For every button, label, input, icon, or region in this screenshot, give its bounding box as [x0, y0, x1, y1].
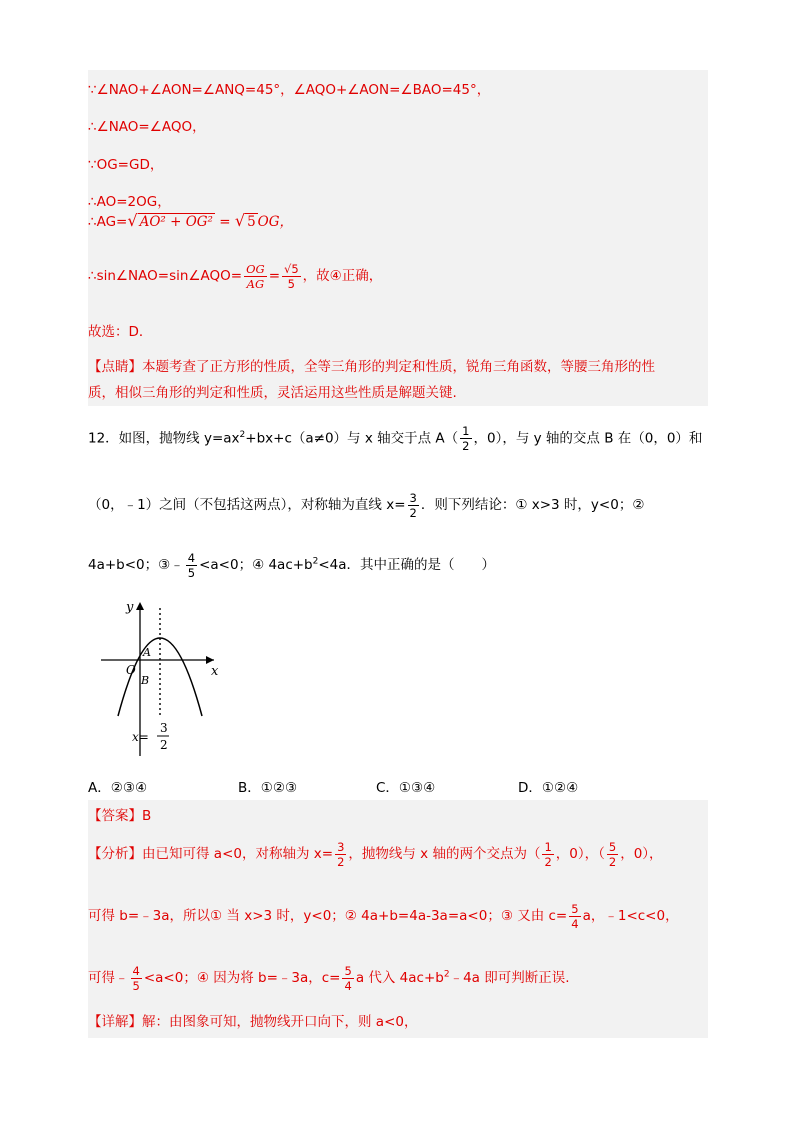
equals-sign: =: [219, 214, 231, 230]
equals-sign-2: =: [268, 268, 281, 284]
ana1-b: ，抛物线与 x 轴的两个交点为（: [348, 846, 541, 862]
x-axis-arrow-icon: [206, 656, 214, 664]
sup-2b: 2: [312, 556, 319, 567]
fraction-root5-5: $\frac{√5}{5}$: [284, 261, 299, 291]
solution-line-6: [88, 258, 382, 294]
symmetry-num: 3: [160, 721, 168, 735]
ana3-d: ﹣4a 即可判断正误.: [449, 970, 570, 986]
q2-part-a: （0，﹣1）之间（不包括这两点），对称轴为直线 x=: [88, 497, 406, 513]
choice-b[interactable]: B．①②③: [238, 780, 298, 796]
solution-line-3: ∵OG=GD，: [88, 157, 164, 173]
solution-line-1: ∵∠NAO+∠AON=∠ANQ=45°，∠AQO+∠AON=∠BAO=45°，: [88, 82, 491, 98]
ana3-frac-5-4: $\frac{5}{4}$: [344, 963, 352, 993]
q3-part-c: <4a．其中正确的是（ ）: [318, 557, 496, 573]
ana2-b: a，﹣1<c<0，: [582, 908, 679, 924]
ana1-frac-1-2: $\frac{1}{2}$: [544, 839, 552, 869]
ana3-a: 可得﹣: [88, 970, 129, 986]
analysis-line-3: [88, 960, 570, 996]
ana3-frac-4-5: $\frac{4}{5}$: [132, 963, 140, 993]
analysis-line-2: [88, 898, 679, 934]
answer-tag: 【答案】: [88, 808, 142, 824]
q3-part-b: <a<0；④ 4ac+b: [199, 557, 313, 573]
ana1-frac-3-2: $\frac{3}{2}$: [337, 839, 345, 869]
line5-prefix: ∴AG=: [88, 214, 128, 230]
solution-box-bottom: [88, 800, 708, 1038]
origin-label: O: [126, 663, 136, 677]
root-five: 5: [247, 214, 256, 230]
q1-part-b: +bx+c（a≠0）与 x 轴交于点 A（: [245, 430, 459, 447]
y-axis-arrow-icon: [136, 602, 144, 610]
detail-tag: 【详解】: [88, 1014, 142, 1030]
x-axis-label: x: [211, 664, 219, 679]
solution-box-top: [88, 70, 708, 406]
choice-d[interactable]: D．①②④: [518, 780, 579, 796]
ana3-sup: 2: [443, 969, 450, 980]
analysis-tag: 【分析】: [88, 846, 142, 862]
ana1-d: ，0），: [620, 846, 663, 862]
question-line-3: [88, 548, 495, 582]
answer-line: 故选：D．: [88, 324, 153, 340]
line6-prefix: ∴sin∠NAO=sin∠AQO=: [88, 268, 243, 284]
detail-text: 解：由图象可知，抛物线开口向下，则 a<0，: [142, 1014, 418, 1030]
question-line-2: [88, 488, 644, 522]
q1-part-c: ，0），与 y 轴的交点 B 在（0，0）和: [473, 430, 703, 447]
comment-line-2: 质，相似三角形的判定和性质，灵活运用这些性质是解题关键.: [88, 385, 457, 401]
question-line-1: [88, 424, 702, 453]
choice-a[interactable]: A．②③④: [88, 780, 148, 796]
symmetry-den: 2: [160, 738, 168, 752]
ana1-a: 由已知可得 a<0，对称轴为 x=: [142, 846, 334, 862]
line5-suffix: OG，: [257, 214, 294, 230]
ana1-c: ，0），（: [555, 846, 605, 862]
q1-part-a: 12．如图，抛物线 y=ax: [88, 430, 240, 447]
answer-value: B: [142, 808, 152, 824]
ana1-frac-5-2: $\frac{5}{2}$: [608, 839, 617, 869]
comment-tag: 【点睛】: [88, 359, 142, 375]
solution-line-4: ∴AO=2OG，: [88, 194, 171, 210]
analysis-line-1: [88, 836, 663, 872]
parabola-graph: [96, 598, 226, 758]
ana3-b: <a<0；④ 因为将 b=﹣3a，c=: [143, 970, 341, 986]
fraction-four-fifths: $\frac{4}{5}$: [187, 550, 196, 580]
point-b-label: B: [141, 674, 150, 687]
line6-suffix: ，故④正确，: [302, 268, 383, 284]
solution-line-2: ∴∠NAO=∠AQO，: [88, 119, 206, 135]
answer-key-line: [88, 806, 151, 826]
radicand: AO² + OG²: [139, 214, 213, 230]
ana3-c: a 代入 4ac+b: [355, 970, 444, 986]
ana2-frac-5-4: $\frac{5}{4}$: [571, 901, 579, 931]
q3-part-a: 4a+b<0；③﹣: [88, 557, 184, 573]
comment-text-1: 本题考查了正方形的性质，全等三角形的判定和性质，锐角三角函数，等腰三角形的性: [142, 359, 655, 375]
y-axis-label: y: [126, 600, 134, 615]
fraction-three-halves: $\frac{3}{2}$: [409, 490, 417, 520]
choice-c[interactable]: C．①③④: [376, 780, 436, 796]
q2-part-b: ．则下列结论：① x>3 时，y<0；②: [420, 497, 645, 513]
fraction-half: $\frac{1}{2}$: [462, 424, 470, 453]
sup-2: 2: [239, 430, 246, 440]
solution-line-5: ∴AG=√ AO² + OG² = √ 5 OG，: [88, 211, 294, 230]
detail-line: [88, 1012, 417, 1032]
comment-line-1: [88, 357, 655, 377]
ana2-a: 可得 b=﹣3a，所以① 当 x>3 时，y<0；② 4a+b=4a-3a=a<0；③ 又由 c=: [88, 908, 568, 924]
fraction-og-ag: $\frac{OG}{AG}$: [246, 261, 265, 291]
symmetry-label: x=: [132, 730, 149, 744]
point-a-label: A: [143, 646, 151, 659]
